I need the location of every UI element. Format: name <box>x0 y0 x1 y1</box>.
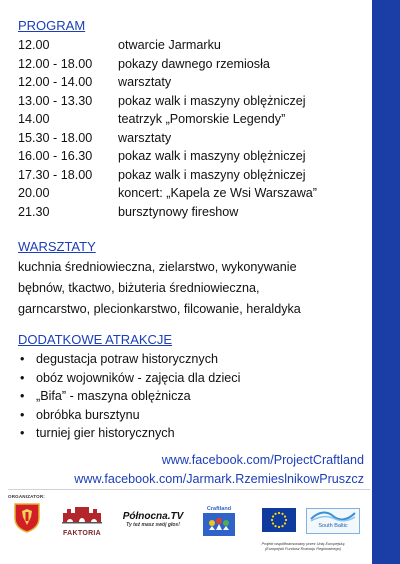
attraction-text: obróbka bursztynu <box>36 407 140 422</box>
south-baltic-logo-text: South Baltic <box>318 523 348 529</box>
polnocna-tv-tagline: Ty też masz swój głos! <box>126 522 180 528</box>
program-time: 12.00 <box>18 38 50 52</box>
attraction-text: turniej gier historycznych <box>36 426 175 440</box>
program-row <box>18 110 366 129</box>
attraction-item <box>18 387 366 406</box>
program-event: pokaz walk i maszyny oblężniczej <box>118 93 306 108</box>
bullet-icon: • <box>20 352 25 366</box>
attraction-item <box>18 424 366 443</box>
attraction-item <box>18 350 366 369</box>
polnocna-tv-logo <box>114 511 192 535</box>
attraction-text: „Bifa” - maszyna oblężnicza <box>36 389 191 403</box>
craftland-logo <box>203 506 235 536</box>
program-row <box>18 92 366 111</box>
side-color-bar <box>372 0 400 564</box>
program-event: warsztaty <box>118 130 172 145</box>
program-heading: PROGRAM <box>18 18 86 33</box>
program-event: pokaz walk i maszyny oblężniczej <box>118 149 306 163</box>
program-time: 13.00 - 13.30 <box>18 93 93 108</box>
program-time: 21.30 <box>18 204 50 219</box>
workshops-line: kuchnia średniowieczna, zielarstwo, wykonywanie <box>18 260 297 274</box>
craftland-logo-text: Craftland <box>206 506 232 512</box>
program-row <box>18 55 366 74</box>
attraction-text: obóz wojowników - zajęcia dla dzieci <box>36 370 241 385</box>
flyer-content <box>18 18 366 443</box>
eu-note-line: Projekt współfinansowany przez Unię Europejską <box>261 542 345 546</box>
attractions-list <box>18 350 366 443</box>
workshops-list <box>18 257 366 320</box>
facebook-link-jarmark[interactable]: www.facebook.com/Jarmark.RzemieslnikowPruszcz <box>74 471 364 486</box>
bullet-icon: • <box>20 407 25 422</box>
program-row <box>18 203 366 222</box>
program-time: 14.00 <box>18 112 50 126</box>
program-event: bursztynowy fireshow <box>118 204 239 219</box>
bullet-icon: • <box>20 426 25 440</box>
polnocna-tv-title: Północna.TV <box>122 511 184 522</box>
program-event: warsztaty <box>118 75 172 89</box>
program-list <box>18 36 366 221</box>
workshops-heading: WARSZTATY <box>18 239 96 254</box>
town-crest-logo <box>14 503 40 533</box>
program-event: koncert: „Kapela ze Wsi Warszawa” <box>118 186 317 200</box>
attraction-text: degustacja potraw historycznych <box>36 352 219 366</box>
eu-flag-icon <box>262 508 296 532</box>
program-row <box>18 184 366 203</box>
attraction-item <box>18 369 366 388</box>
program-time: 17.30 - 18.00 <box>18 167 93 182</box>
workshops-line: bębnów, tkactwo, biżuteria średniowieczna, <box>18 281 260 295</box>
program-time: 20.00 <box>18 186 50 200</box>
facebook-link-craftland[interactable]: www.facebook.com/ProjectCraftland <box>161 453 364 467</box>
eu-note-line: (Europejski Fundusz Rozwoju Regionalnego) <box>265 547 341 551</box>
faktoria-logo <box>60 503 104 537</box>
workshops-line: garncarstwo, plecionkarstwo, filcowanie, heraldyka <box>18 302 301 316</box>
eu-cofinancing-note <box>238 542 368 552</box>
program-time: 12.00 - 14.00 <box>18 75 93 89</box>
footer-divider <box>8 489 370 490</box>
program-row <box>18 36 366 55</box>
bullet-icon: • <box>20 370 25 385</box>
program-event: otwarcie Jarmarku <box>118 38 221 52</box>
program-time: 12.00 - 18.00 <box>18 56 93 71</box>
program-event: teatrzyk „Pomorskie Legendy” <box>118 112 286 126</box>
attraction-item <box>18 406 366 425</box>
faktoria-logo-text: FAKTORIA <box>62 530 102 537</box>
program-row <box>18 166 366 185</box>
program-event: pokaz walk i maszyny oblężniczej <box>118 167 306 182</box>
program-row <box>18 147 366 166</box>
program-event: pokazy dawnego rzemiosła <box>118 56 270 71</box>
program-row <box>18 73 366 92</box>
program-time: 15.30 - 18.00 <box>18 130 93 145</box>
south-baltic-logo <box>306 508 360 534</box>
facebook-links <box>74 451 364 488</box>
bullet-icon: • <box>20 389 25 403</box>
organizer-label: ORGANIZATOR: <box>8 494 45 499</box>
program-time: 16.00 - 16.30 <box>18 149 93 163</box>
attractions-heading: DODATKOWE ATRAKCJE <box>18 332 173 347</box>
program-row <box>18 129 366 148</box>
